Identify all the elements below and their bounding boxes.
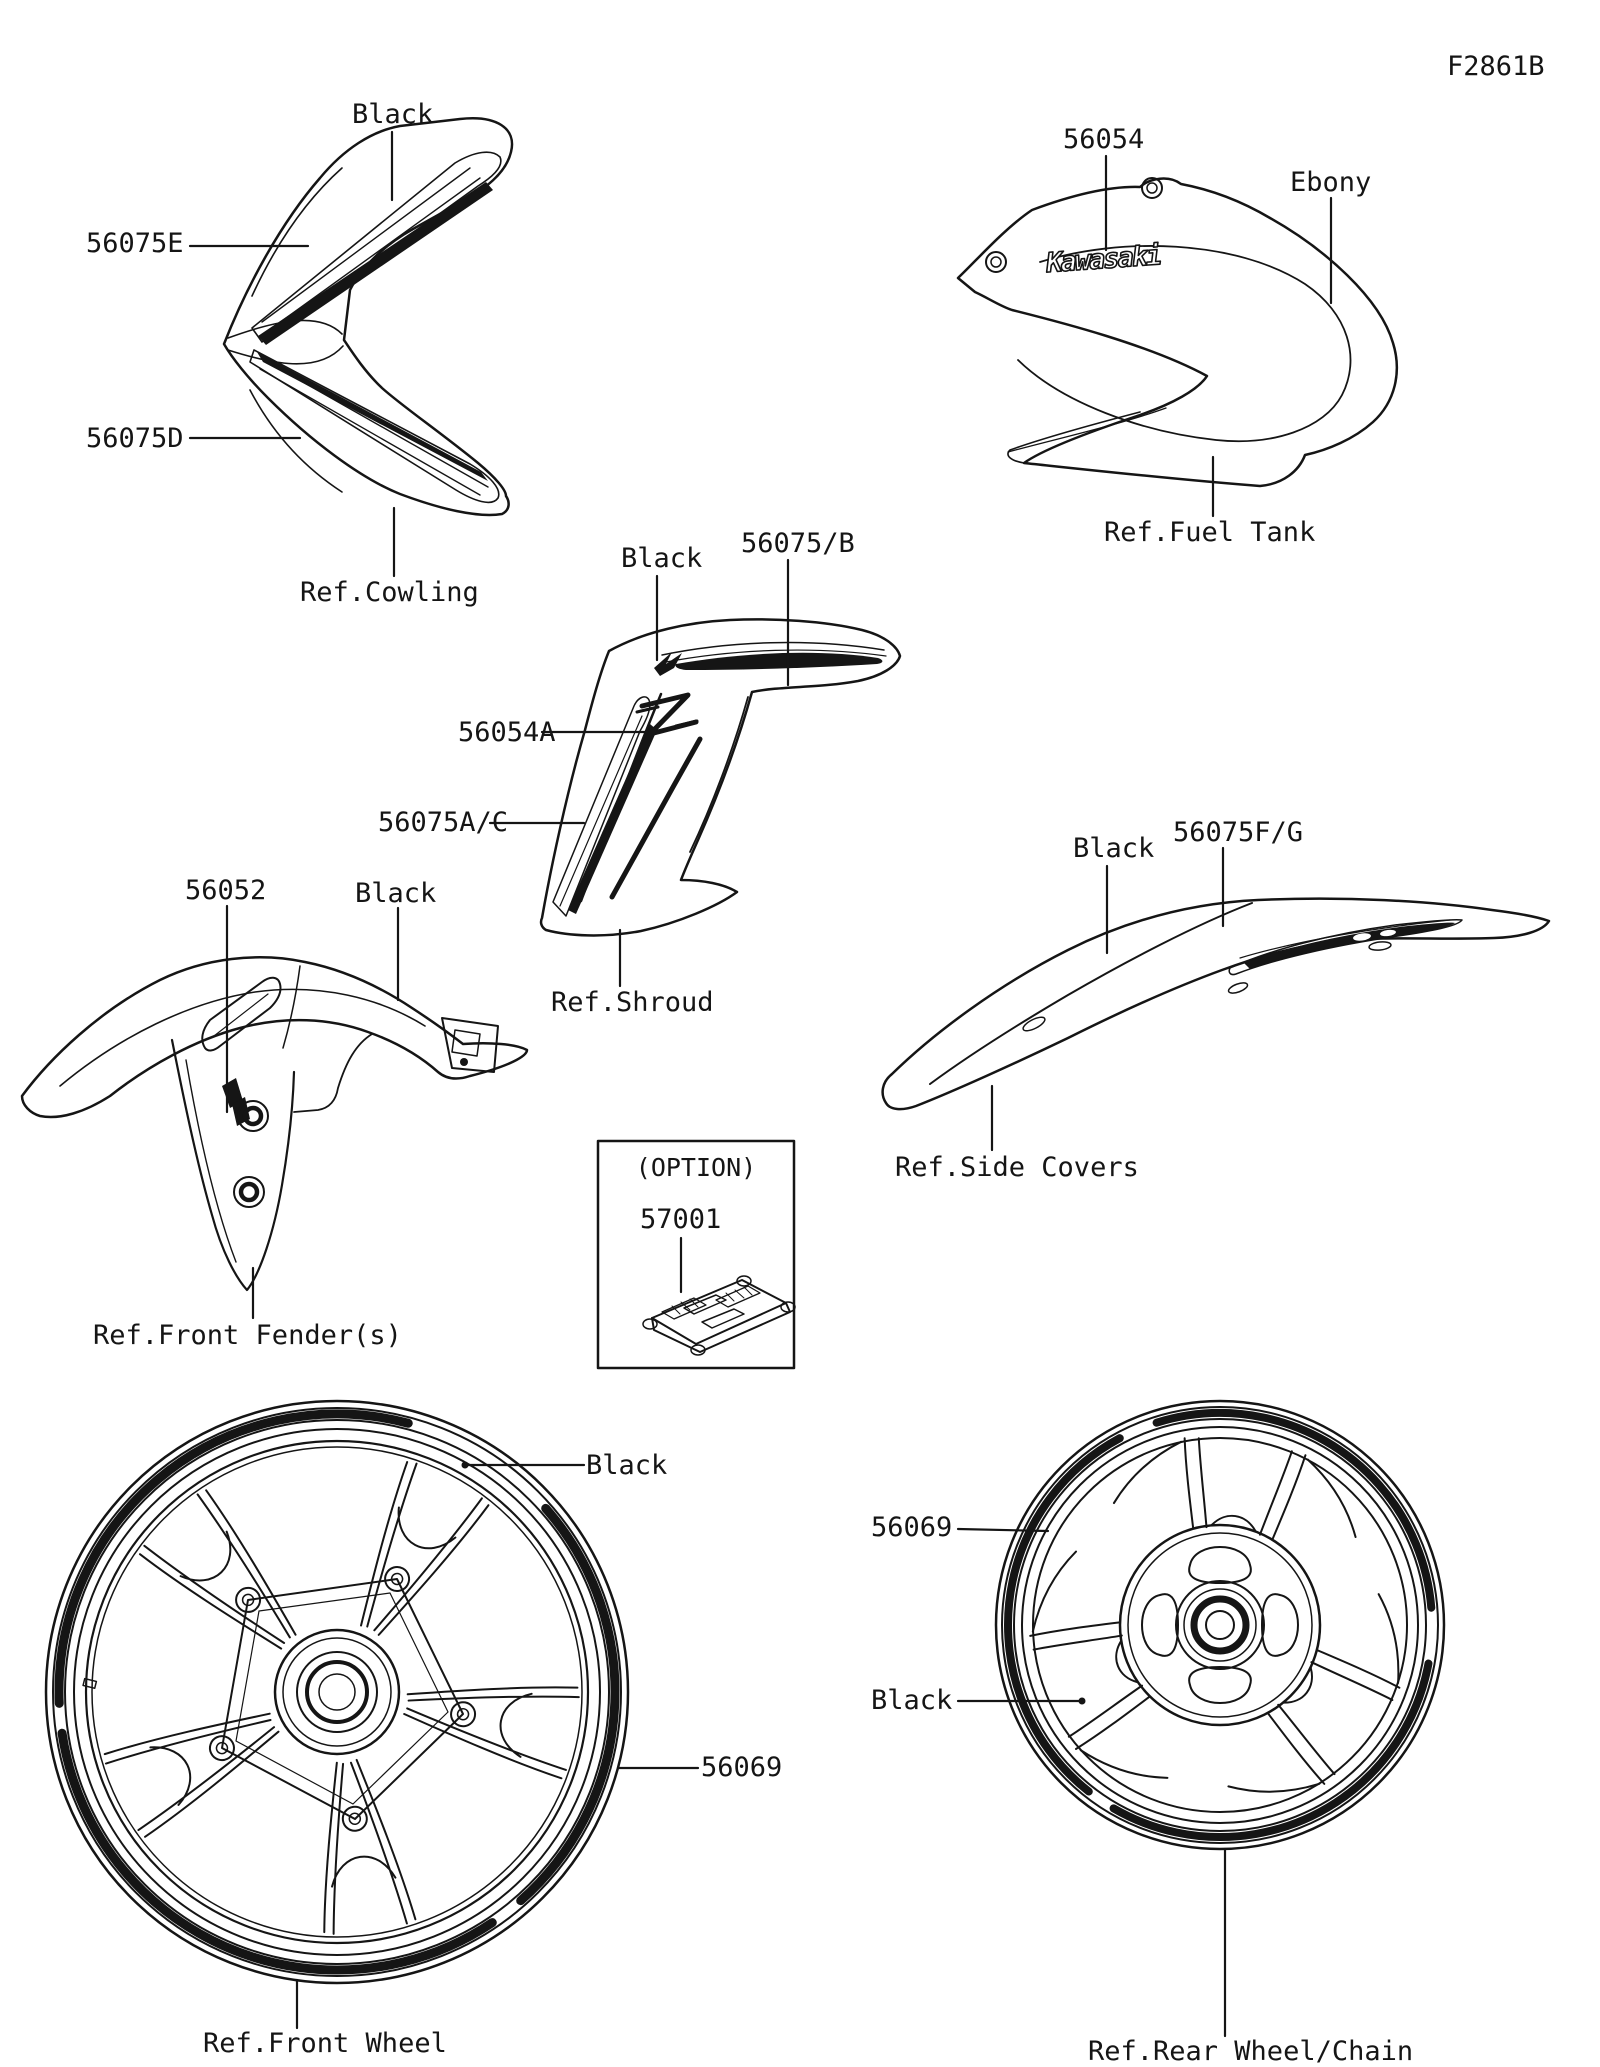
front-wheel-drawing [0, 1300, 729, 2067]
front-fender-ref-label: Ref.Front Fender(s) [93, 1320, 402, 1351]
cowling-part-upper: 56075E [86, 228, 184, 259]
shroud-part-logo: 56054A [458, 717, 556, 748]
cowling-drawing [224, 118, 512, 515]
fuel-tank-color-label: Ebony [1290, 167, 1372, 198]
side-covers-part: 56075F/G [1173, 817, 1304, 848]
front-wheel-spokes [102, 1459, 580, 1935]
side-covers-color-label: Black [1073, 833, 1155, 864]
cowling-part-lower: 56075D [86, 423, 184, 454]
option-part-drawing [643, 1276, 795, 1355]
front-fender-part: 56052 [185, 875, 267, 906]
option-part: 57001 [640, 1204, 722, 1235]
shroud-color-label: Black [621, 543, 703, 574]
shroud-part-band: 56075/B [741, 528, 855, 559]
front-wheel-color-label: Black [586, 1450, 668, 1481]
rear-wheel-color-label: Black [871, 1685, 953, 1716]
shroud-drawing [541, 619, 900, 935]
side-covers-ref-label: Ref.Side Covers [895, 1152, 1139, 1183]
side-cover-drawing [883, 899, 1549, 1110]
fuel-tank-part: 56054 [1063, 124, 1145, 155]
rear-wheel-ref-label: Ref.Rear Wheel/Chain [1088, 2036, 1414, 2067]
fuel-tank-ref-label: Ref.Fuel Tank [1104, 517, 1316, 548]
rear-wheel-part: 56069 [871, 1512, 953, 1543]
front-fender-color-label: Black [355, 878, 437, 909]
shroud-ref-label: Ref.Shroud [551, 987, 714, 1018]
sheet-code: F2861B [1447, 51, 1545, 82]
kawasaki-logo: Kawasaki [1045, 240, 1162, 280]
cowling-ref-label: Ref.Cowling [300, 577, 479, 608]
cowling-color-label: Black [352, 99, 434, 130]
option-title: (OPTION) [635, 1153, 757, 1182]
front-wheel-part: 56069 [701, 1752, 783, 1783]
front-wheel-ref-label: Ref.Front Wheel [203, 2028, 447, 2059]
front-fender-drawing [22, 957, 527, 1290]
rear-hub-cutouts [1142, 1547, 1298, 1703]
rear-wheel-drawing [969, 1374, 1472, 1877]
shroud-part-stripe: 56075A/C [378, 807, 509, 838]
